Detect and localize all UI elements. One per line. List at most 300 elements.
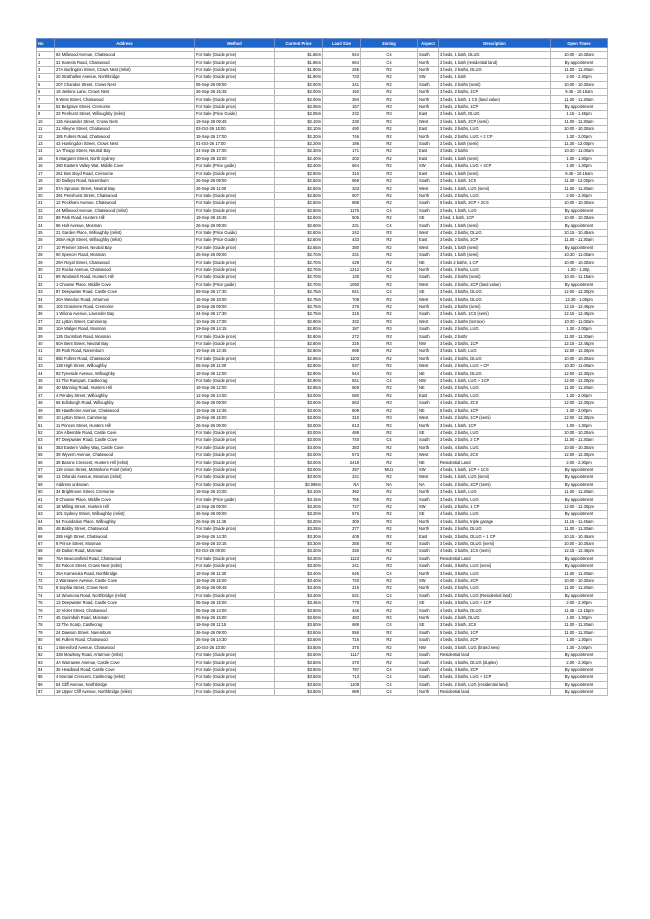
cell-land-size: 215 — [323, 585, 361, 592]
cell-aspect: South — [418, 333, 439, 340]
cell-aspect: East — [418, 155, 439, 162]
cell-aspect: North — [418, 348, 439, 355]
cell-price: $2.75m — [275, 296, 323, 303]
cell-address: 185 Fullers Road, Chatswood — [55, 133, 195, 140]
cell-price: $2.20m — [275, 140, 323, 147]
cell-address: 251 Ben Boyd Road, Cremorne — [55, 170, 195, 177]
cell-zoning: R2 — [361, 429, 418, 436]
cell-method: 15-Sep-26 17:00 — [195, 133, 275, 140]
cell-no: 51 — [37, 422, 55, 429]
cell-land-size: 727 — [323, 503, 361, 510]
cell-method: 30-Sep-26 18:00 — [195, 155, 275, 162]
cell-land-size: 446 — [323, 607, 361, 614]
cell-no: 56 — [37, 459, 55, 466]
cell-land-size: 689 — [323, 622, 361, 629]
cell-aspect: South — [418, 540, 439, 547]
cell-description: 3 beds, 2 baths, LUG — [439, 496, 551, 503]
cell-open-times: 10.00 - 10.30am — [551, 259, 608, 266]
cell-aspect: North — [418, 444, 439, 451]
cell-price: $3.50m — [275, 674, 323, 681]
cell-aspect: North — [418, 89, 439, 96]
cell-description: 4 beds, 2 baths, LUG + 2 CP — [439, 133, 551, 140]
cell-method: For Sale (Guide price) — [195, 474, 275, 481]
cell-aspect: North — [418, 96, 439, 103]
cell-land-size: 664 — [323, 59, 361, 66]
cell-method: For Sale (Guide price) — [195, 466, 275, 473]
cell-price: $3.40m — [275, 585, 323, 592]
cell-no: 8 — [37, 103, 55, 110]
cell-price: $2.10m — [275, 126, 323, 133]
cell-land-size: 695 — [323, 348, 361, 355]
cell-aspect: North — [418, 488, 439, 495]
cell-address: 48 Baldry Street, Chatswood — [55, 526, 195, 533]
cell-description: 3 beds, 2 baths, 2 CP — [439, 437, 551, 444]
cell-open-times: By appointment — [551, 59, 608, 66]
cell-land-size: 187 — [323, 326, 361, 333]
cell-no: 9 — [37, 111, 55, 118]
cell-open-times: 10.30 - 11.00am — [551, 148, 608, 155]
cell-land-size: 300 — [323, 518, 361, 525]
table-row — [37, 444, 608, 451]
cell-open-times: 12.15 - 12.45pm — [551, 311, 608, 318]
cell-description: 3 beds, 1 bath (semi) — [439, 251, 551, 258]
cell-description: 4 beds, 1 bath, 1CP + 1CS — [439, 466, 551, 473]
cell-address: 280 Eastern Valley Wat, Middle Cove — [55, 163, 195, 170]
cell-description: 4 beds, 3 baths, triple garage — [439, 518, 551, 525]
cell-zoning: R2 — [361, 451, 418, 458]
table-row — [37, 459, 608, 466]
cell-open-times: 9.45 - 10.15am — [551, 89, 608, 96]
cell-method: 03-Oct-26 15:00 — [195, 126, 275, 133]
cell-price: $3.50m — [275, 637, 323, 644]
cell-land-size: 2419 — [323, 459, 361, 466]
cell-description: 3 beds, 1 bath (semi) — [439, 170, 551, 177]
cell-no: 10 — [37, 118, 55, 125]
cell-no: 58 — [37, 474, 55, 481]
cell-land-size: 258 — [323, 540, 361, 547]
cell-address: 10 Premier Street, Neutral Bay — [55, 244, 195, 251]
cell-price: $3.095m — [275, 481, 323, 488]
cell-price: $1.65m — [275, 52, 323, 59]
cell-open-times: 11.30 - 12.00pm — [551, 140, 608, 147]
cell-no: 6 — [37, 89, 55, 96]
cell-description: 2 beds, 2 baths, 1CP — [439, 103, 551, 110]
cell-price: $2.40m — [275, 155, 323, 162]
cell-open-times: 10.15 - 10.45am — [551, 533, 608, 540]
cell-method: 19-Sep-26 10:00 — [195, 488, 275, 495]
cell-no: 42 — [37, 355, 55, 362]
header-description: Description — [439, 39, 551, 48]
cell-price: $3.30m — [275, 533, 323, 540]
cell-zoning: R2 — [361, 244, 418, 251]
cell-address: 38 Barons Crescent, Hunters Hill (relist) — [55, 459, 195, 466]
cell-method: For Sale (Guide price) — [195, 200, 275, 207]
cell-land-size: 713 — [323, 674, 361, 681]
cell-address: 1A Thrupp Street, Neutral Bay — [55, 148, 195, 155]
table-row — [37, 607, 608, 614]
cell-aspect: SW — [418, 163, 439, 170]
cell-description: 3 beds, 2 baths, DLUG — [439, 66, 551, 73]
cell-address: 4 Pendey Street, Willoughby — [55, 392, 195, 399]
cell-price: $2.60m — [275, 214, 323, 221]
cell-no: 46 — [37, 385, 55, 392]
table-row — [37, 74, 608, 81]
table-row — [37, 185, 608, 192]
cell-zoning: R2 — [361, 548, 418, 555]
cell-method: For Sale (Guide price) — [195, 207, 275, 214]
cell-aspect: North — [418, 614, 439, 621]
cell-open-times: 11.00 - 11.30am — [551, 570, 608, 577]
cell-no: 71 — [37, 570, 55, 577]
cell-address: 60A Bent Street, Neutral Bay — [55, 340, 195, 347]
cell-open-times: 1.00 - 1.30p, — [551, 266, 608, 273]
table-row — [37, 407, 608, 414]
cell-aspect: South — [418, 674, 439, 681]
cell-address: 265A High Street, Willoughby (relist) — [55, 237, 195, 244]
cell-no: 37 — [37, 318, 55, 325]
table-row — [37, 133, 608, 140]
cell-open-times: 9.45 - 10.15am — [551, 170, 608, 177]
cell-aspect: SE — [418, 511, 439, 518]
cell-land-size: 708 — [323, 296, 361, 303]
cell-method: 05-Sep-26 09:00 — [195, 81, 275, 88]
cell-method: 26-Sep-26 14:30 — [195, 637, 275, 644]
table-row — [37, 563, 608, 570]
cell-land-size: 394 — [323, 96, 361, 103]
cell-price: $3.50m — [275, 614, 323, 621]
cell-open-times: 11.00 - 11.30am — [551, 333, 608, 340]
cell-land-size: 232 — [323, 111, 361, 118]
cell-address: 21 Alleyne Street, Chatswood — [55, 126, 195, 133]
cell-zoning: MU1 — [361, 466, 418, 473]
cell-description: 2 beds, 2 baths (semi) — [439, 303, 551, 310]
cell-land-size: 160 — [323, 89, 361, 96]
cell-zoning: C4 — [361, 592, 418, 599]
table-row — [37, 496, 608, 503]
table-row — [37, 244, 608, 251]
cell-price: $2.80m — [275, 333, 323, 340]
cell-method: 26-Sep-26 09:00 — [195, 422, 275, 429]
cell-no: 15 — [37, 155, 55, 162]
cell-aspect: West — [418, 451, 439, 458]
cell-method: For Sale (Guide price) — [195, 96, 275, 103]
cell-address: 43 Huntingdon Street, Crows Nest — [55, 140, 195, 147]
cell-method: For Sale (Guide price) — [195, 481, 275, 488]
cell-method: 16-Sep-26 18:00 — [195, 296, 275, 303]
table-row — [37, 340, 608, 347]
cell-zoning: R3 — [361, 400, 418, 407]
table-row — [37, 629, 608, 636]
table-row — [37, 96, 608, 103]
cell-address: 8 Chowne Place, Middle Cove — [55, 496, 195, 503]
cell-land-size: 130 — [323, 274, 361, 281]
cell-zoning: R2 — [361, 89, 418, 96]
cell-address: 24 Dawson Street, Naremburn — [55, 629, 195, 636]
table-row — [37, 488, 608, 495]
cell-aspect: NE — [418, 459, 439, 466]
cell-land-size: 221 — [323, 474, 361, 481]
cell-no: 81 — [37, 644, 55, 651]
table-row — [37, 392, 608, 399]
cell-no: 75 — [37, 600, 55, 607]
cell-address: 40 Manning Road, Hunters Hill — [55, 385, 195, 392]
cell-land-size: 1108 — [323, 681, 361, 688]
cell-aspect: West — [418, 414, 439, 421]
cell-address: 66 Edinburgh Road, Willoughby — [55, 400, 195, 407]
cell-land-size: 483 — [323, 614, 361, 621]
cell-open-times: 12.15 - 12.45pm — [551, 303, 608, 310]
cell-price: $3.20m — [275, 511, 323, 518]
cell-aspect: North — [418, 518, 439, 525]
cell-zoning: R2 — [361, 577, 418, 584]
cell-land-size: 1123 — [323, 555, 361, 562]
cell-no: 84 — [37, 666, 55, 673]
cell-price: $2.85m — [275, 355, 323, 362]
cell-open-times: By appointment — [551, 555, 608, 562]
cell-price: $2.70m — [275, 281, 323, 288]
cell-land-size: 215 — [323, 311, 361, 318]
cell-method: 01-Oct-26 17:00 — [195, 140, 275, 147]
cell-zoning: R2 — [361, 644, 418, 651]
cell-open-times: 1.30 - 2.00pm — [551, 326, 608, 333]
cell-open-times: 10.00 - 10.30am — [551, 52, 608, 59]
cell-address: 14 Woonona Road, Northbridge (relist) — [55, 592, 195, 599]
cell-description: 3 beds, 2 baths, LUG — [439, 392, 551, 399]
cell-open-times: By appointment — [551, 474, 608, 481]
cell-zoning: C4 — [361, 688, 418, 695]
cell-open-times: 10.00 - 10.30am — [551, 577, 608, 584]
table-row — [37, 289, 608, 296]
cell-zoning: R2 — [361, 370, 418, 377]
cell-address: 102 Grasmere Road, Cremorne — [55, 303, 195, 310]
cell-land-size: 405 — [323, 533, 361, 540]
cell-price: $3.50m — [275, 607, 323, 614]
cell-zoning: C4 — [361, 59, 418, 66]
cell-zoning: R2 — [361, 585, 418, 592]
cell-no: 63 — [37, 511, 55, 518]
cell-price: $2.60m — [275, 229, 323, 236]
cell-open-times: 10.00 - 10.30am — [551, 126, 608, 133]
cell-zoning: C4 — [361, 437, 418, 444]
table-row — [37, 370, 608, 377]
cell-no: 78 — [37, 622, 55, 629]
cell-aspect: West — [418, 281, 439, 288]
table-row — [37, 555, 608, 562]
cell-method: 26-Sep-26 11:00 — [195, 185, 275, 192]
cell-zoning: R2 — [361, 422, 418, 429]
cell-zoning: R2 — [361, 607, 418, 614]
cell-price: $2.60m — [275, 237, 323, 244]
cell-address: 1 Wilona Avenue, Lavender Bay — [55, 311, 195, 318]
cell-description: 2 beds, 1 bath (residential land) — [439, 59, 551, 66]
cell-price: $3.00m — [275, 422, 323, 429]
cell-open-times: 12.00 - 12.30pm — [551, 414, 608, 421]
cell-description: 2 bed, 1 bath, 1CP — [439, 214, 551, 221]
cell-address: 44 Millwood Avenue, Chatswood (relist) — [55, 207, 195, 214]
cell-land-size: 488 — [323, 429, 361, 436]
cell-open-times: 12.00 - 12.30pm — [551, 348, 608, 355]
cell-method: 19-Sep-26 09:45 — [195, 118, 275, 125]
cell-method: For Sale (Guide price) — [195, 244, 275, 251]
cell-address: 10 Violet Street, Chatswood — [55, 607, 195, 614]
cell-method: 19-Sep-26 11:15 — [195, 622, 275, 629]
cell-aspect: North — [418, 688, 439, 695]
cell-price: $3.50m — [275, 681, 323, 688]
cell-zoning: C4 — [361, 207, 418, 214]
cell-description: 2 beds, 1 bath (semi) — [439, 140, 551, 147]
cell-land-size: 563 — [323, 400, 361, 407]
cell-open-times: 11.30 - 12.00pm — [551, 177, 608, 184]
cell-method: For Sale (Guide price) — [195, 659, 275, 666]
cell-aspect: East — [418, 533, 439, 540]
cell-method: 26-Sep-26 09:00 — [195, 251, 275, 258]
cell-method: 03-Oct-26 09:00 — [195, 548, 275, 555]
cell-no: 73 — [37, 585, 55, 592]
cell-open-times: 11.15 - 11.45am — [551, 518, 608, 525]
cell-address: 8 Prince Street, Mosman — [55, 540, 195, 547]
cell-land-size: 676 — [323, 511, 361, 518]
cell-method: 12-Sep-26 09:00 — [195, 503, 275, 510]
cell-aspect: South — [418, 140, 439, 147]
cell-description: Residential Land — [439, 459, 551, 466]
cell-description: 4 beds, 4 baths, DLUG (duplex) — [439, 659, 551, 666]
cell-price: $2.00m — [275, 96, 323, 103]
cell-open-times: 1.30 - 2.00pm — [551, 407, 608, 414]
cell-method: 05-Sep-26 14:00 — [195, 607, 275, 614]
cell-land-size: 297 — [323, 466, 361, 473]
cell-aspect: West — [418, 118, 439, 125]
cell-price: $3.20m — [275, 518, 323, 525]
cell-land-size: 231 — [323, 222, 361, 229]
cell-price: $3.00m — [275, 392, 323, 399]
cell-description: 4 beds, 2 baths, 1CS (semi) — [439, 548, 551, 555]
cell-method: 26-Sep-26 09:45 — [195, 585, 275, 592]
header-row — [37, 39, 608, 48]
table-row — [37, 622, 608, 629]
cell-zoning: R2 — [361, 474, 418, 481]
cell-land-size: 433 — [323, 237, 361, 244]
cell-no: 54 — [37, 444, 55, 451]
cell-description: 4 beds, 2 baths, 2CP — [439, 577, 551, 584]
cell-address: 45 Ourimbah Road, Mosman — [55, 614, 195, 621]
cell-land-size: 242 — [323, 229, 361, 236]
cell-price: $2.80m — [275, 348, 323, 355]
cell-open-times: 10.45 - 11.15am — [551, 274, 608, 281]
cell-open-times: 12.00 - 12.30pm — [551, 503, 608, 510]
cell-open-times: 10.00 - 10.30am — [551, 355, 608, 362]
cell-no: 19 — [37, 185, 55, 192]
cell-zoning: R2 — [361, 274, 418, 281]
table-row — [37, 644, 608, 651]
table-row — [37, 103, 608, 110]
cell-aspect: North — [418, 103, 439, 110]
cell-address: 66 Fullers Road, Chatswood — [55, 637, 195, 644]
cell-open-times: 11.00 - 11.30am — [551, 526, 608, 533]
cell-aspect: South — [418, 496, 439, 503]
cell-price: $2.75m — [275, 303, 323, 310]
cell-description: 5 beds, 2 baths, 1CP — [439, 629, 551, 636]
cell-no: 4 — [37, 74, 55, 81]
cell-method: For Sale (Guide price) — [195, 592, 275, 599]
cell-method: 19-Sep-26 11:30 — [195, 570, 275, 577]
cell-address: 285 High Street, Chatswood — [55, 533, 195, 540]
cell-land-size: 716 — [323, 637, 361, 644]
header-address: Address — [55, 39, 195, 48]
cell-zoning: R2 — [361, 192, 418, 199]
cell-zoning: R3 — [361, 333, 418, 340]
cell-aspect: South — [418, 251, 439, 258]
cell-description: 3 beds, 3 baths, LUG — [439, 570, 551, 577]
cell-price: $3.50m — [275, 666, 323, 673]
cell-description: 3 beds, 1 bath, 1CP — [439, 422, 551, 429]
cell-description: 4 beds, 2 bath, DLUG — [439, 614, 551, 621]
cell-price: $3.00m — [275, 444, 323, 451]
table-row — [37, 111, 608, 118]
cell-open-times: 11.45 - 12.15pm — [551, 607, 608, 614]
cell-no: 50 — [37, 414, 55, 421]
table-row — [37, 681, 608, 688]
cell-price: $2.50m — [275, 207, 323, 214]
cell-aspect: North — [418, 59, 439, 66]
cell-zoning: R2 — [361, 659, 418, 666]
header-land-size: Land Size — [323, 39, 361, 48]
cell-aspect: South — [418, 651, 439, 658]
cell-open-times: By appointment — [551, 592, 608, 599]
cell-no: 62 — [37, 503, 55, 510]
cell-address: 22 Lytton Street, Cammeray — [55, 318, 195, 325]
cell-description: 3 beds, 2 baths, LUG (Residential land) — [439, 592, 551, 599]
cell-open-times: By appointment — [551, 681, 608, 688]
cell-price: $3.40m — [275, 570, 323, 577]
cell-address: 88 Hawthorne Avenue, Chatswood — [55, 407, 195, 414]
cell-zoning: R2 — [361, 526, 418, 533]
cell-price: $3.00m — [275, 414, 323, 421]
cell-zoning: R2 — [361, 140, 418, 147]
cell-zoning: R2 — [361, 177, 418, 184]
cell-price: $3.30m — [275, 563, 323, 570]
cell-description: 4 beds, 4 baths, LUG — [439, 444, 551, 451]
cell-no: 66 — [37, 533, 55, 540]
cell-address: 97 Deepwater Road, Castle Cove — [55, 437, 195, 444]
cell-price: $2.80m — [275, 326, 323, 333]
table-row — [37, 237, 608, 244]
cell-no: 17 — [37, 170, 55, 177]
table-row — [37, 170, 608, 177]
cell-open-times: 10.30 - 11.00am — [551, 251, 608, 258]
cell-land-size: 310 — [323, 170, 361, 177]
cell-price: $2.60m — [275, 222, 323, 229]
cell-no: 21 — [37, 200, 55, 207]
cell-description: 4 beds, 2 baths, 2CS — [439, 451, 551, 458]
cell-no: 34 — [37, 296, 55, 303]
cell-open-times: By appointment — [551, 466, 608, 473]
cell-no: 40 — [37, 340, 55, 347]
cell-zoning: R2 — [361, 303, 418, 310]
cell-aspect: NW — [418, 340, 439, 347]
cell-zoning: R2 — [361, 614, 418, 621]
cell-open-times: By appointment — [551, 674, 608, 681]
cell-open-times: 11.00 - 11.30am — [551, 118, 608, 125]
table-row — [37, 688, 608, 695]
table-row — [37, 600, 608, 607]
cell-no: 20 — [37, 192, 55, 199]
cell-zoning: R3 — [361, 111, 418, 118]
table-row — [37, 59, 608, 66]
cell-description: 4 beds, 2 baths, LUG — [439, 585, 551, 592]
cell-no: 31 — [37, 274, 55, 281]
cell-address: 12 Peckham Avenue, Chatswood — [55, 200, 195, 207]
cell-zoning: NA — [361, 481, 418, 488]
